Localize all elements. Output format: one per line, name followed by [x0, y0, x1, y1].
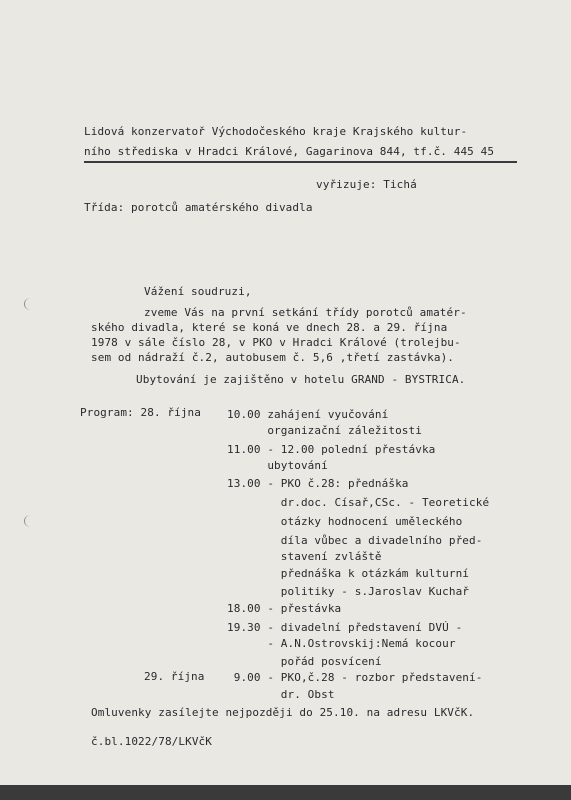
footer-note: Omluvenky zasílejte nejpozději do 25.10. na adresu LKVčK.	[91, 706, 475, 719]
handled-by: vyřizuje: Tichá	[316, 178, 417, 191]
body-line: zveme Vás na první setkání třídy porotců amatér-	[144, 306, 467, 319]
letterhead-line-1: Lidová konzervatoř Východočeského kraje Krajského kultur-	[84, 125, 468, 138]
reference-number: č.bl.1022/78/LKVčK	[91, 735, 213, 748]
body-line: sem od nádraží č.2, autobusem č. 5,6 ,třetí zastávka).	[91, 351, 455, 364]
program-line: díla vůbec a divadelního před-	[227, 534, 483, 547]
program-line: politiky - s.Jaroslav Kuchař	[227, 585, 470, 598]
body-line: ského divadla, které se koná ve dnech 28. a 29. října	[91, 321, 448, 334]
program-line: 11.00 - 12.00 polední přestávka	[227, 443, 436, 456]
program-label: Program: 28. října	[80, 406, 202, 419]
punch-hole-mark	[24, 515, 37, 527]
program-line: přednáška k otázkám kulturní	[227, 567, 470, 580]
program-line: ubytování	[227, 459, 328, 472]
letterhead-line-2: ního střediska v Hradci Králové, Gagarinova 844, tf.č. 445 45	[84, 145, 495, 158]
salutation: Vážení soudruzi,	[144, 285, 252, 298]
program-line: 18.00 - přestávka	[227, 602, 342, 615]
body-line: 1978 v sále číslo 28, v PKO v Hradci Králové (trolejbu-	[91, 336, 461, 349]
class-title: Třída: porotců amatérského divadla	[84, 201, 313, 214]
punch-hole-mark	[24, 298, 37, 310]
program-line: dr. Obst	[227, 688, 335, 701]
program-line: dr.doc. Císař,CSc. - Teoretické	[227, 496, 490, 509]
letterhead-rule	[84, 161, 517, 163]
program-line: - A.N.Ostrovskij:Nemá kocour	[227, 637, 456, 650]
program-line: organizační záležitosti	[227, 424, 422, 437]
program-line: 19.30 - divadelní představení DVÚ -	[227, 621, 463, 634]
page-bottom-shadow	[0, 785, 571, 800]
program-line: 10.00 zahájení vyučování	[227, 408, 389, 421]
program-line: stavení zvláště	[227, 550, 382, 563]
body-line: Ubytování je zajištěno v hotelu GRAND - BYSTRICA.	[136, 373, 466, 386]
program-line: otázky hodnocení uměleckého	[227, 515, 463, 528]
program-line: 13.00 - PKO č.28: přednáška	[227, 477, 409, 490]
program-day2-label: 29. října	[144, 670, 205, 683]
program-line: pořád posvícení	[227, 655, 382, 668]
program-line: 9.00 - PKO,č.28 - rozbor představení-	[227, 671, 483, 684]
